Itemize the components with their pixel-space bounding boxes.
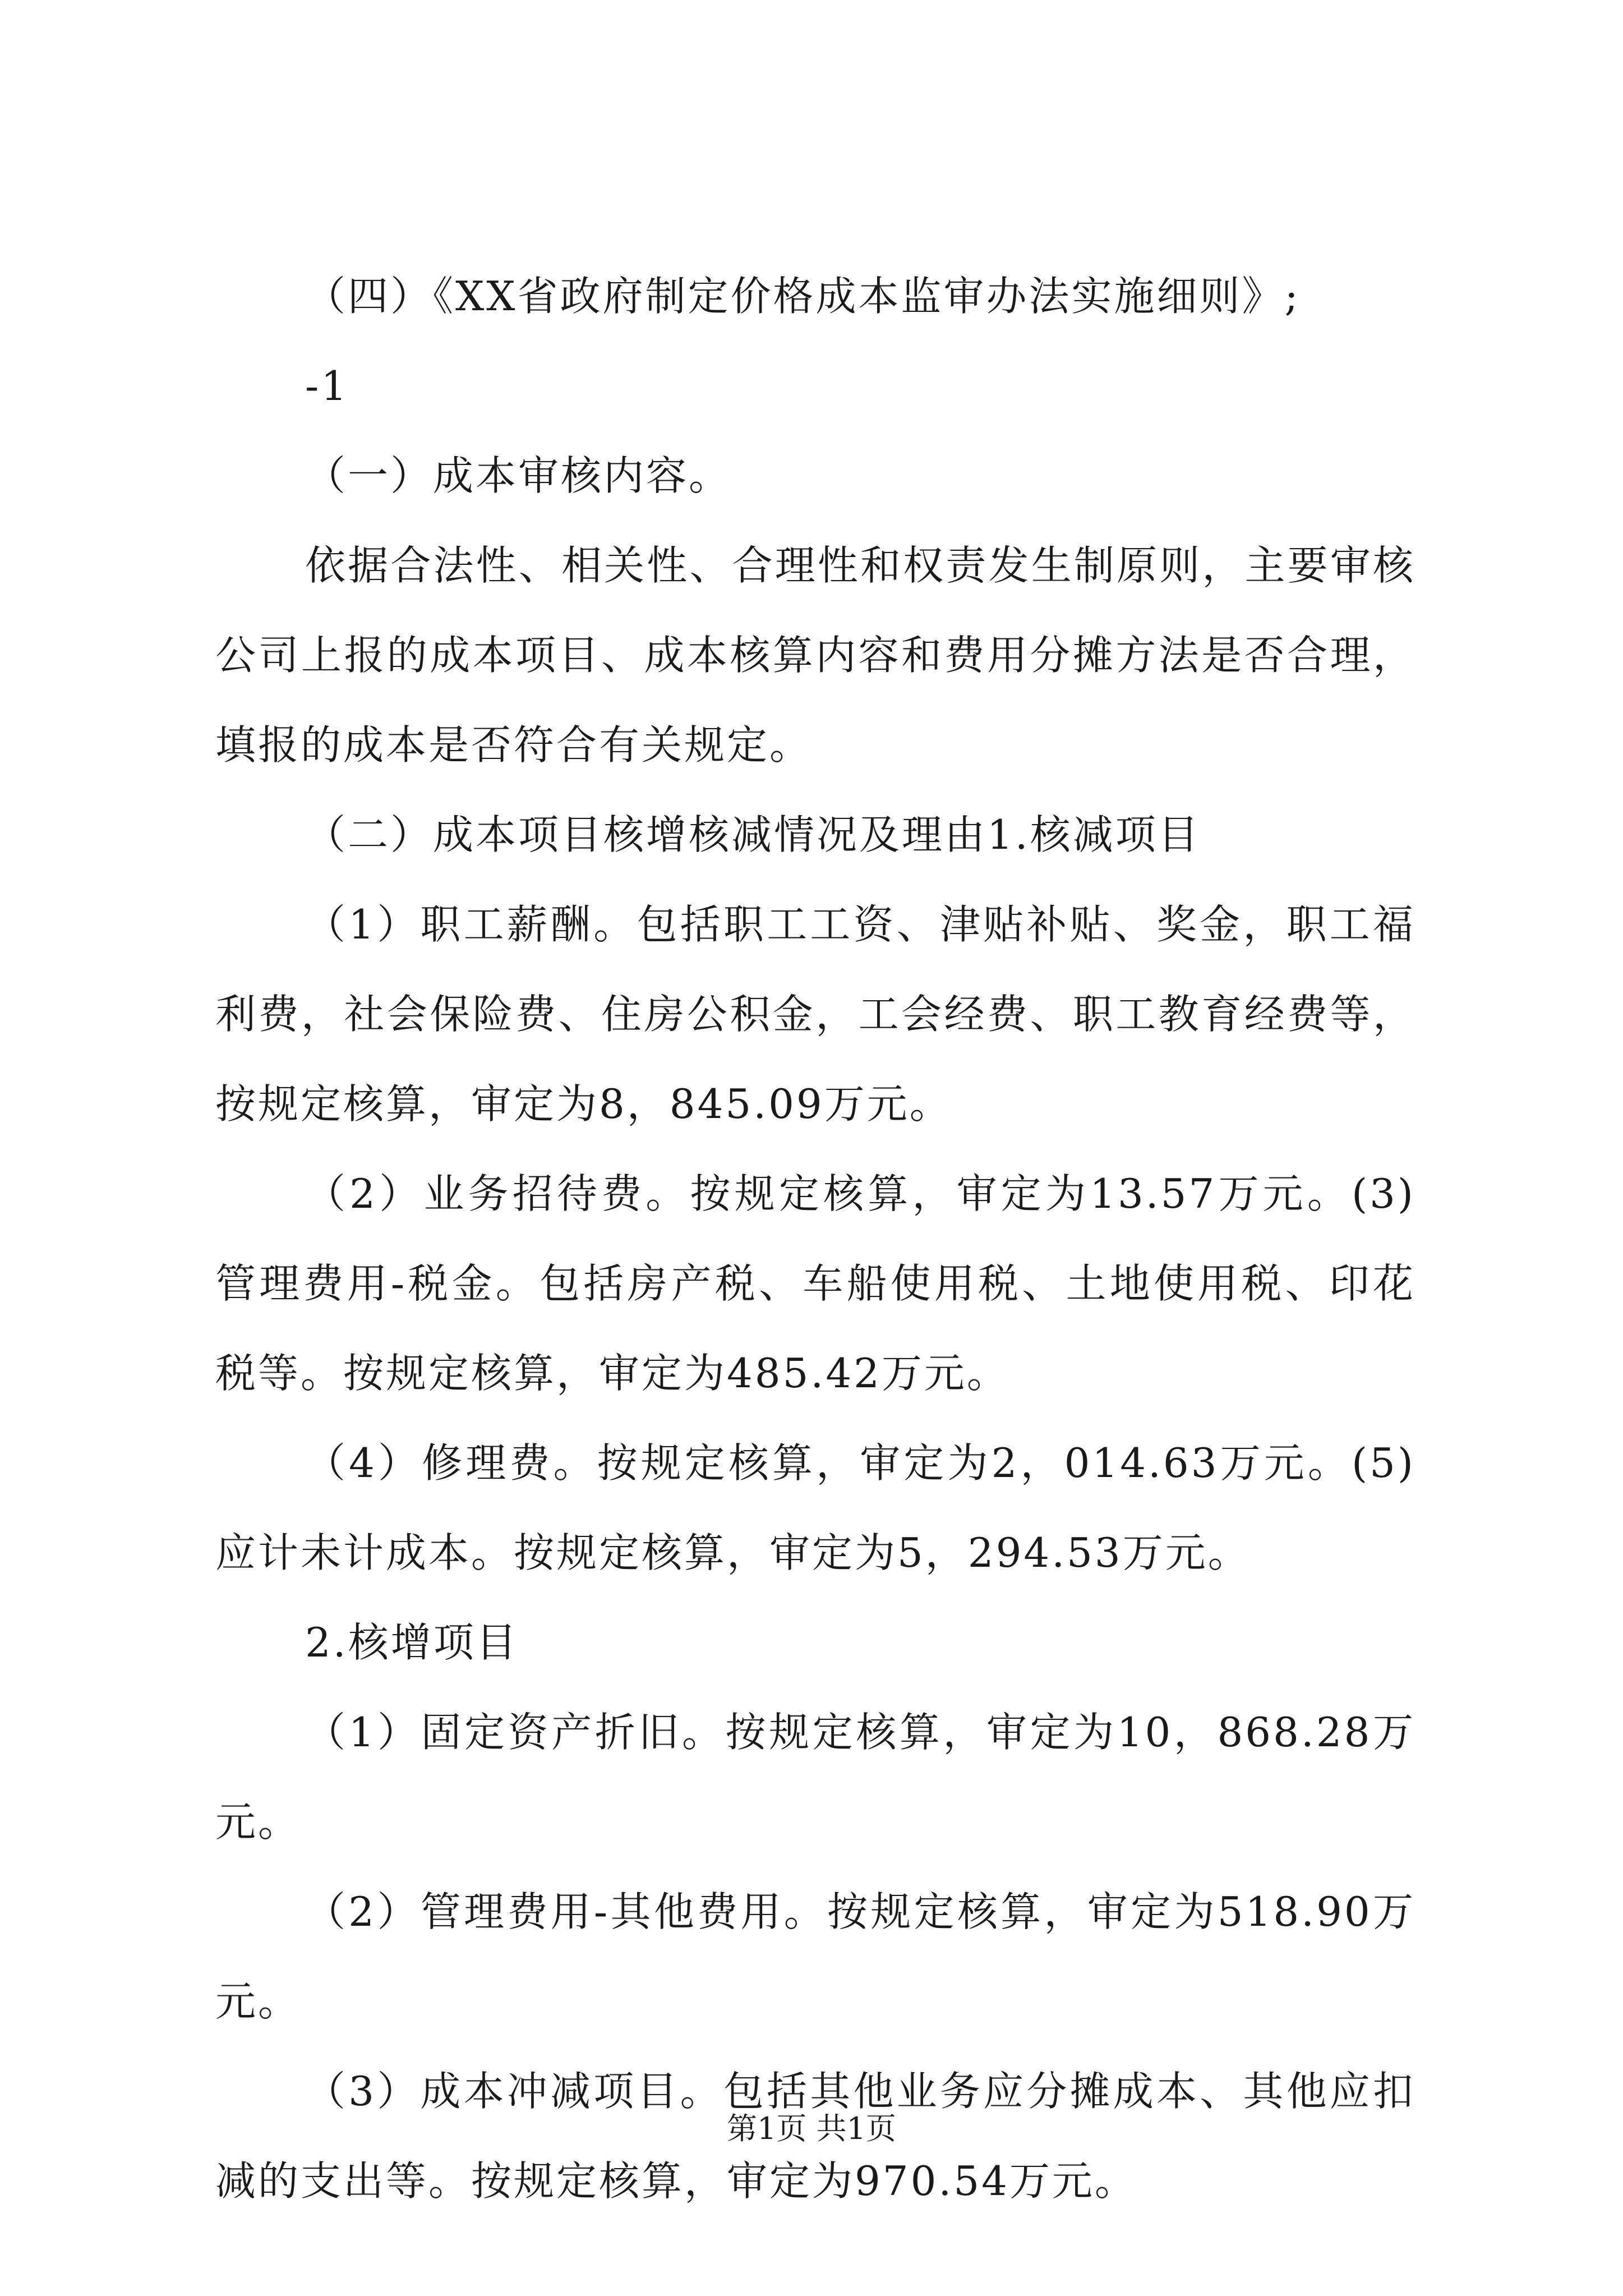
paragraph-employee-compensation: （1）职工薪酬。包括职工工资、津贴补贴、奖金，职工福利费，社会保险费、住房公积金，工会经费、职工教育经费等，按规定核算，审定为8，845.09万元。 bbox=[215, 901, 1415, 1128]
heading-increase-items: 2.核增项目 bbox=[305, 1619, 519, 1666]
paragraph-cost-offset-items: （3）成本冲减项目。包括其他业务应分摊成本、其他应扣减的支出等。按规定核算，审定为970.54万元。 bbox=[215, 2068, 1415, 2205]
heading-cost-review-content: （一）成本审核内容。 bbox=[305, 452, 732, 499]
document-body bbox=[215, 251, 1415, 2226]
page-footer: 第1页 共1页 bbox=[727, 2111, 896, 2146]
paragraph-marker: -1 bbox=[305, 362, 349, 409]
paragraph-review-principles: 依据合法性、相关性、合理性和权责发生制原则，主要审核公司上报的成本项目、成本核算内容和费用分摊方法是否合理，填报的成本是否符合有关规定。 bbox=[215, 542, 1415, 769]
paragraph-entertainment-and-taxes: （2）业务招待费。按规定核算，审定为13.57万元。(3)管理费用-税金。包括房产税、车船使用税、土地使用税、印花税等。按规定核算，审定为485.42万元。 bbox=[215, 1170, 1415, 1397]
paragraph-repair-and-accrued-costs: （4）修理费。按规定核算，审定为2，014.63万元。(5)应计未计成本。按规定核算，审定为5，294.53万元。 bbox=[215, 1439, 1415, 1576]
paragraph-regulation-reference: （四）《XX省政府制定价格成本监审办法实施细则》; bbox=[305, 273, 1301, 320]
heading-cost-adjustments: （二）成本项目核增核减情况及理由1.核减项目 bbox=[305, 811, 1201, 858]
paragraph-other-admin-expenses: （2）管理费用-其他费用。按规定核算，审定为518.90万元。 bbox=[215, 1888, 1415, 2025]
paragraph-depreciation: （1）固定资产折旧。按规定核算，审定为10，868.28万元。 bbox=[215, 1709, 1415, 1846]
